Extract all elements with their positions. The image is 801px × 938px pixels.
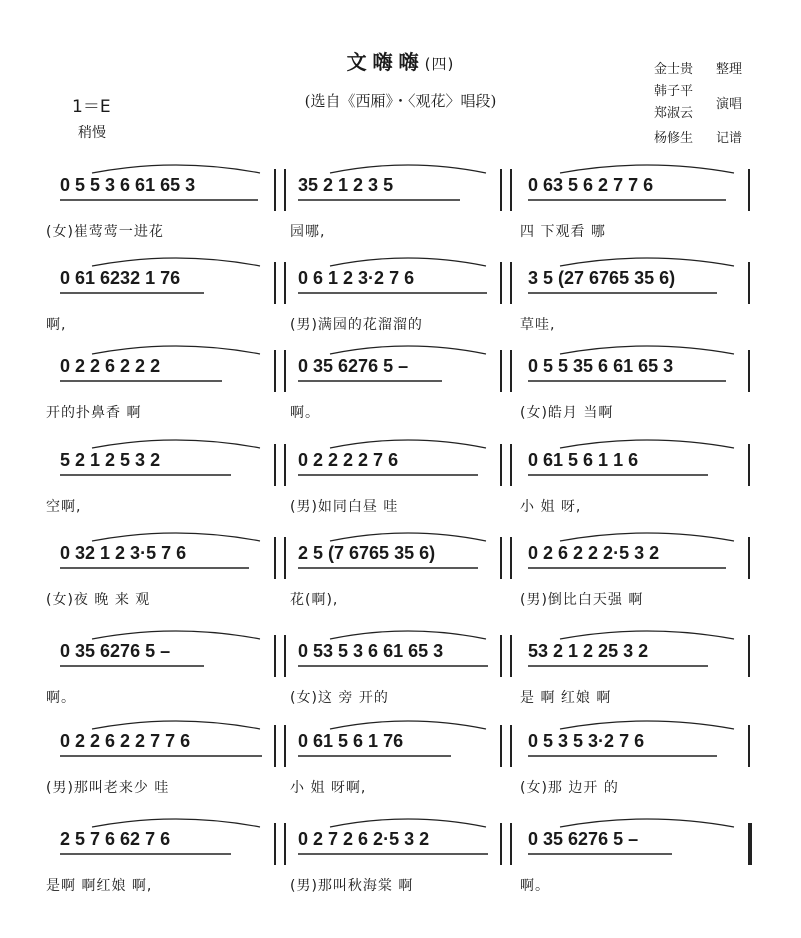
measure-notes-5-3: 0 2 6 2 2 2·5 3 2 <box>528 543 660 563</box>
slur-mark <box>330 721 486 729</box>
measure-notes-6-3: 53 2 1 2 25 3 2 <box>528 641 649 661</box>
slur-mark <box>560 533 734 541</box>
lyric-text-2-1: 啊, <box>46 317 67 333</box>
lyric-text-5-1: (女)夜 晚 来 观 <box>46 592 151 608</box>
lyric-text-7-1: (男)那叫老来少 哇 <box>46 780 170 796</box>
slur-mark <box>330 440 486 448</box>
slur-mark <box>560 440 734 448</box>
key-signature: 1＝E <box>72 97 111 117</box>
lyric-text-6-1: 啊。 <box>46 690 76 706</box>
song-title-number: (四) <box>424 55 455 73</box>
lyric-text-7-3: (女)那 边开 的 <box>520 780 619 796</box>
slur-mark <box>330 165 486 173</box>
lyric-text-4-2: (男)如同白昼 哇 <box>290 499 399 515</box>
slur-mark <box>560 346 734 354</box>
slur-mark <box>92 440 260 448</box>
credit-name-2: 韩子平 <box>654 84 694 99</box>
lyric-text-3-3: (女)皓月 当啊 <box>520 405 614 421</box>
slur-mark <box>92 346 260 354</box>
slur-mark <box>92 258 260 266</box>
song-title-text: 文嗨嗨 <box>346 50 425 74</box>
slur-mark <box>560 165 734 173</box>
slur-mark <box>92 819 260 827</box>
measure-notes-7-3: 0 5 3 5 3·2 7 6 <box>528 731 645 751</box>
measure-notes-2-1: 0 61 6232 1 76 <box>60 268 181 288</box>
slur-mark <box>330 346 486 354</box>
measure-notes-3-3: 0 5 5 35 6 61 65 3 <box>528 356 674 376</box>
measure-notes-1-2: 35 2 1 2 3 5 <box>298 175 394 195</box>
measure-notes-5-2: 2 5 (7 6765 35 6) <box>298 543 436 563</box>
slur-mark <box>560 819 734 827</box>
measure-notes-7-1: 0 2 2 6 2 2 7 7 6 <box>60 731 191 751</box>
slur-mark <box>560 631 734 639</box>
lyric-text-1-1: (女)崔莺莺一进花 <box>46 224 164 240</box>
lyric-text-4-3: 小 姐 呀, <box>520 499 582 515</box>
measure-notes-3-2: 0 35 6276 5 – <box>298 356 409 376</box>
slur-mark <box>560 258 734 266</box>
measure-notes-2-2: 0 6 1 2 3·2 7 6 <box>298 268 415 288</box>
measure-notes-8-1: 2 5 7 6 62 7 6 <box>60 829 171 849</box>
measure-notes-4-2: 0 2 2 2 2 7 6 <box>298 450 399 470</box>
measure-notes-4-3: 0 61 5 6 1 1 6 <box>528 450 639 470</box>
measure-notes-4-1: 5 2 1 2 5 3 2 <box>60 450 161 470</box>
song-subtitle: (选自《西厢》・〈观花〉唱段) <box>304 92 497 110</box>
measure-notes-1-3: 0 63 5 6 2 7 7 6 <box>528 175 654 195</box>
lyric-text-4-1: 空啊, <box>46 499 82 515</box>
measure-notes-1-1: 0 5 5 3 6 61 65 3 <box>60 175 196 195</box>
slur-mark <box>92 533 260 541</box>
slur-mark <box>330 819 486 827</box>
measure-notes-2-3: 3 5 (27 6765 35 6) <box>528 268 676 288</box>
lyric-text-5-2: 花(啊), <box>290 592 339 608</box>
credit-name-4: 杨修生 <box>654 131 694 146</box>
lyric-text-1-3: 四 下观看 哪 <box>520 224 606 240</box>
measure-notes-8-3: 0 35 6276 5 – <box>528 829 639 849</box>
lyric-text-3-2: 啊。 <box>290 405 320 421</box>
lyric-text-7-2: 小 姐 呀啊, <box>290 780 367 796</box>
lyric-text-3-1: 开的扑鼻香 啊 <box>46 405 142 421</box>
credit-name-3: 郑淑云 <box>654 106 694 121</box>
lyric-text-1-2: 园哪, <box>290 224 326 240</box>
lyric-text-8-2: (男)那叫秋海棠 啊 <box>290 878 414 894</box>
measure-notes-5-1: 0 32 1 2 3·5 7 6 <box>60 543 187 563</box>
lyric-text-8-1: 是啊 啊红娘 啊, <box>46 878 153 894</box>
slur-mark <box>330 631 486 639</box>
measure-notes-3-1: 0 2 2 6 2 2 2 <box>60 356 161 376</box>
lyric-text-2-3: 草哇, <box>520 317 556 333</box>
slur-mark <box>560 721 734 729</box>
measure-notes-8-2: 0 2 7 2 6 2·5 3 2 <box>298 829 430 849</box>
slur-mark <box>92 721 260 729</box>
lyric-text-6-3: 是 啊 红娘 啊 <box>520 690 612 706</box>
measure-notes-7-2: 0 61 5 6 1 76 <box>298 731 404 751</box>
slur-mark <box>330 258 486 266</box>
lyric-text-5-3: (男)倒比白天强 啊 <box>520 592 644 608</box>
lyric-text-8-3: 啊。 <box>520 878 550 894</box>
slur-mark <box>92 631 260 639</box>
tempo-marking: 稍慢 <box>78 125 106 141</box>
credit-role-4: 记谱 <box>716 131 743 146</box>
measure-notes-6-1: 0 35 6276 5 – <box>60 641 171 661</box>
credit-role-1: 整理 <box>716 62 743 77</box>
credit-role-3: 演唱 <box>716 97 743 112</box>
lyric-text-6-2: (女)这 旁 开的 <box>290 690 389 706</box>
lyric-text-2-2: (男)满园的花溜溜的 <box>290 317 423 333</box>
measure-notes-6-2: 0 53 5 3 6 61 65 3 <box>298 641 444 661</box>
credit-name-1: 金士贵 <box>654 62 694 77</box>
slur-mark <box>330 533 486 541</box>
slur-mark <box>92 165 260 173</box>
